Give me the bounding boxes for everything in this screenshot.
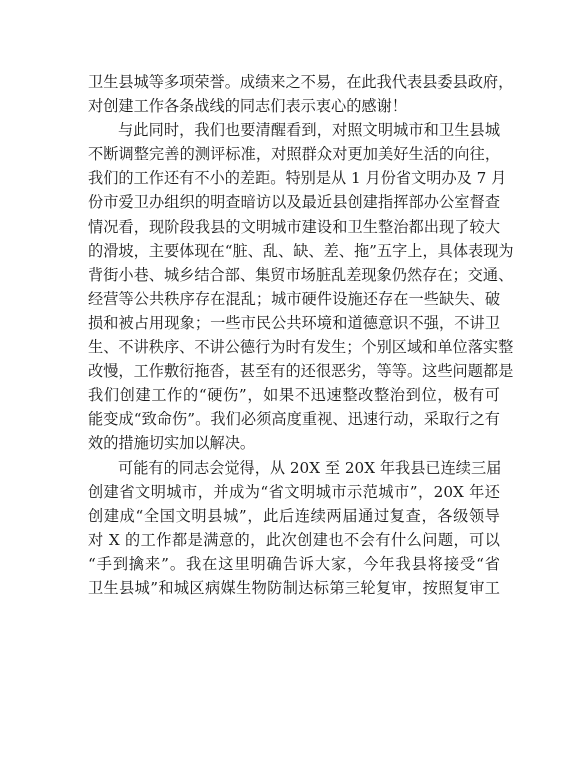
text-line: 我们的工作还有不小的差距。特别是从 1 月份省文明办及 7 月	[88, 169, 507, 188]
text-line: 的滑坡，主要体现在“脏、乱、缺、差、拖”五字上，具体表现为	[88, 241, 514, 260]
text-line: 卫生县城等多项荣誉。成绩来之不易，在此我代表县委县政府，	[88, 73, 514, 91]
text-line: 情况看，现阶段我县的文明城市建设和卫生整治都出现了较大	[88, 217, 500, 236]
text-line: 对 X 的工作都是满意的，此次创建也不会有什么问题，可以	[88, 530, 500, 549]
paragraph-3	[88, 456, 500, 601]
document-body	[88, 70, 514, 600]
text-line: 不断调整完善的测评标准，对照群众对更加美好生活的向往，	[88, 145, 500, 164]
text-line: 份市爱卫办组织的明查暗访以及最近县创建指挥部办公室督查	[88, 193, 500, 212]
text-line: 与此同时，我们也要清醒看到，对照文明城市和卫生县城	[118, 121, 500, 140]
paragraph-2	[88, 118, 514, 455]
text-line: 效的措施切实加以解决。	[88, 434, 256, 453]
text-line: 对创建工作各条战线的同志们表示衷心的感谢！	[88, 97, 407, 116]
text-line: 生、不讲秩序、不讲公德行为时有发生；个别区域和单位落实整	[88, 338, 514, 357]
text-line: 我们创建工作的“硬伤”，如果不迅速整改整治到位，极有可	[88, 386, 500, 405]
text-line: 改慢，工作敷衍拖沓，甚至有的还很恶劣，等等。这些问题都是	[88, 362, 514, 381]
text-line: 创建省文明城市，并成为“省文明城市示范城市”，20X 年还	[88, 482, 500, 501]
text-line: 卫生县城”和城区病媒生物防制达标第三轮复审，按照复审工	[88, 578, 500, 597]
text-line: 经营等公共秩序存在混乱；城市硬件设施还存在一些缺失、破	[88, 289, 500, 308]
text-line: 背街小巷、城乡结合部、集贸市场脏乱差现象仍然存在；交通、	[88, 265, 514, 284]
text-line: 损和被占用现象；一些市民公共环境和道德意识不强，不讲卫	[88, 313, 500, 332]
text-line: 能变成“致命伤”。我们必须高度重视、迅速行动，采取行之有	[88, 410, 500, 429]
paragraph-1	[88, 70, 514, 118]
text-line: “手到擒来”。我在这里明确告诉大家，今年我县将接受“省	[88, 554, 500, 573]
text-line: 可能有的同志会觉得，从 20X 至 20X 年我县已连续三届	[118, 458, 502, 477]
text-line: 创建成“全国文明县城”，此后连续两届通过复查，各级领导	[88, 506, 500, 525]
